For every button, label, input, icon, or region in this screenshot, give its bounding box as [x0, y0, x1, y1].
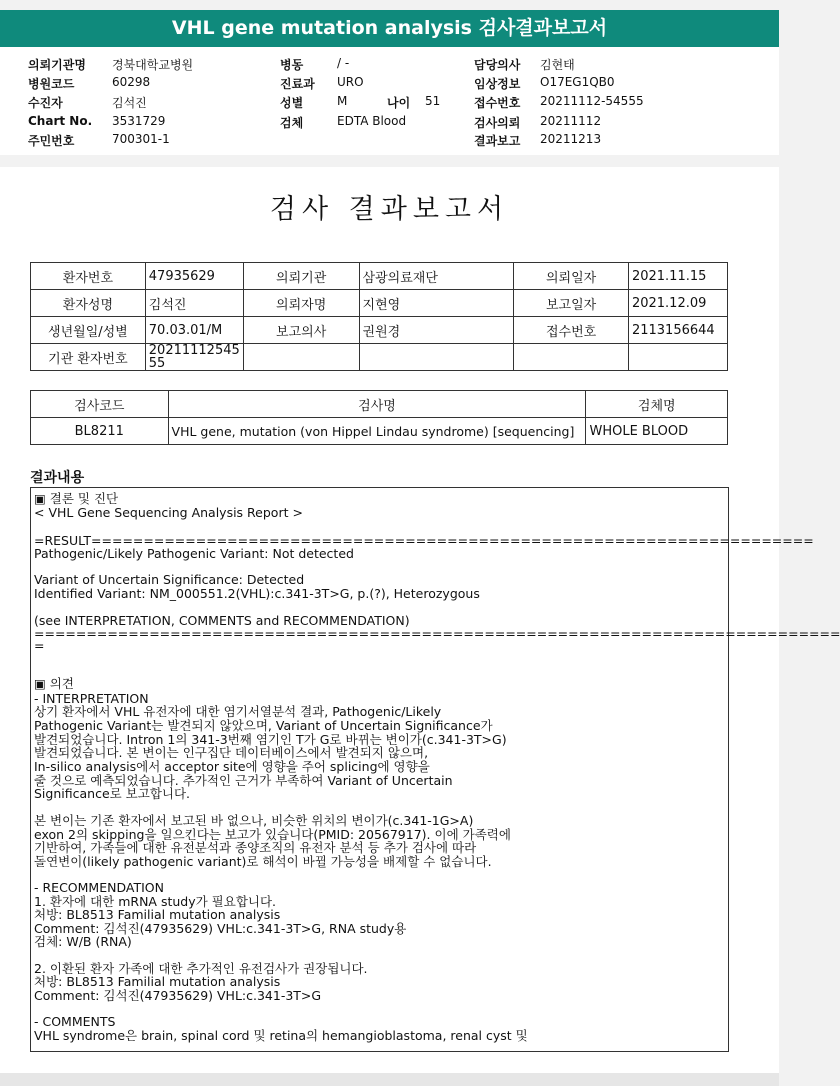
table-header-cell: 검사코드: [31, 391, 169, 418]
result-line: VHL syndrome은 brain, spinal cord 및 retina의 hemangioblastoma, renal cyst 및: [34, 1028, 528, 1043]
header-label: 검사의뢰: [474, 116, 521, 130]
result-line: 발견되었습니다. 본 변이는 인구집단 데이터베이스에서 발견되지 않으며,: [34, 745, 429, 760]
result-line: Comment: 김석진(47935629) VHL:c.341-3T>G, RNA study용: [34, 921, 407, 936]
header-label: 접수번호: [474, 96, 521, 110]
result-line: - COMMENTS: [34, 1014, 116, 1029]
table-row: [31, 263, 728, 290]
report-title-bar: [0, 10, 779, 47]
result-line: - RECOMMENDATION: [34, 880, 164, 895]
result-line: (see INTERPRETATION, COMMENTS and RECOMMENDATION): [34, 613, 410, 628]
result-line: Variant of Uncertain Significance: Detected: [34, 572, 305, 587]
header-label: 나이: [387, 96, 411, 110]
header-label: 진료과: [280, 77, 315, 91]
table-cell: 권원경: [359, 317, 514, 344]
header-value: O17EG1QB0: [540, 75, 615, 89]
table-cell: 2021.11.15: [628, 263, 727, 290]
header-value: EDTA Blood: [337, 114, 407, 128]
result-line: exon 2의 skipping을 일으킨다는 보고가 있습니다(PMID: 20567917). 이에 가족력에: [34, 827, 511, 842]
header-label: 임상정보: [474, 77, 521, 91]
result-line: =============================================================================: [34, 626, 840, 641]
result-line: 검체: W/B (RNA): [34, 934, 132, 949]
header-value: 20211213: [540, 132, 602, 146]
table-header-cell: 검체명: [586, 391, 728, 418]
table-cell: 삼광의료재단: [359, 263, 514, 290]
table-cell: WHOLE BLOOD: [586, 418, 728, 445]
table-cell: 보고일자: [514, 290, 629, 317]
report-title: VHL gene mutation analysis 검사결과보고서: [171, 17, 608, 39]
header-value: 김현태: [540, 58, 575, 72]
table-cell: 생년월일/성별: [31, 317, 146, 344]
header-value: M: [337, 94, 348, 108]
table-cell: [359, 344, 514, 371]
result-line: 기반하여, 가족들에 대한 유전분석과 종양조직의 유전자 분석 등 추가 검사에 따라: [34, 840, 477, 855]
bottom-margin: [0, 1073, 779, 1086]
table-row: [31, 344, 728, 371]
table-cell: [628, 344, 727, 371]
header-label: 검체: [280, 116, 304, 130]
table-cell: [243, 344, 359, 371]
result-line: =: [34, 638, 45, 653]
header-label: 병원코드: [28, 77, 75, 91]
result-line: Comment: 김석진(47935629) VHL:c.341-3T>G: [34, 988, 322, 1003]
result-line: 1. 환자에 대한 mRNA study가 필요합니다.: [34, 894, 277, 909]
result-line: 돌연변이(likely pathogenic variant)로 해석이 바뀔 가능성을 배제할 수 없습니다.: [34, 854, 492, 869]
result-line: 본 변이는 기존 환자에서 보고된 바 없으나, 비슷한 위치의 변이가(c.341-1G>A): [34, 813, 474, 828]
result-line: 줄 것으로 예측되었습니다. 추가적인 근거가 부족하여 Variant of Uncertain: [34, 773, 453, 788]
result-line: 상기 환자에서 VHL 유전자에 대한 염기서열분석 결과, Pathogenic/Likely: [34, 704, 442, 719]
header-value: 20211112: [540, 114, 602, 128]
table-cell: VHL gene, mutation (von Hippel Lindau syndrome) [sequencing]: [168, 418, 586, 445]
header-value: 경북대학교병원: [112, 58, 194, 72]
header-label: 담당의사: [474, 58, 521, 72]
report-paper: [0, 167, 840, 1073]
table-cell: 김석진: [145, 290, 243, 317]
table-cell: 보고의사: [243, 317, 359, 344]
header-label: Chart No.: [28, 114, 93, 128]
header-value: 3531729: [112, 114, 166, 128]
table-cell: 2021.12.09: [628, 290, 727, 317]
table-header-row: [31, 391, 728, 418]
table-cell: [514, 344, 629, 371]
result-line: - INTERPRETATION: [34, 691, 149, 706]
test-info-table: [30, 390, 728, 445]
table-cell: 20211112545 55: [145, 344, 243, 371]
table-cell: 접수번호: [514, 317, 629, 344]
header-label: 수진자: [28, 96, 63, 110]
table-row: [31, 290, 728, 317]
result-section-title: 결과내용: [30, 470, 85, 486]
patient-info-table: [30, 262, 728, 371]
table-cell: BL8211: [31, 418, 169, 445]
table-cell: 기관 환자번호: [31, 344, 146, 371]
table-row: [31, 317, 728, 344]
result-line: ▣ 의견: [34, 676, 74, 691]
header-value: 20211112-54555: [540, 94, 644, 108]
result-line: ▣ 결론 및 진단: [34, 491, 119, 506]
result-line: 2. 이환된 환자 가족에 대한 추가적인 유전검사가 권장됩니다.: [34, 961, 368, 976]
header-label: 병동: [280, 58, 304, 72]
header-label: 성별: [280, 96, 304, 110]
table-cell: 의뢰자명: [243, 290, 359, 317]
header-value: 51: [425, 94, 441, 108]
table-cell: 의뢰일자: [514, 263, 629, 290]
header-value: URO: [337, 75, 364, 89]
result-line: 발견되었습니다. Intron 1의 341-3번째 염기인 T가 G로 바뀌는 변이가(c.341-3T>G): [34, 732, 507, 747]
document-title: 검사 결과보고서: [269, 194, 510, 225]
result-line: Identified Variant: NM_000551.2(VHL):c.341-3T>G, p.(?), Heterozygous: [34, 586, 480, 601]
header-value: 60298: [112, 75, 151, 89]
result-line: < VHL Gene Sequencing Analysis Report >: [34, 505, 303, 520]
patient-header: [0, 47, 779, 155]
result-line: 처방: BL8513 Familial mutation analysis: [34, 974, 281, 989]
table-cell: 2113156644: [628, 317, 727, 344]
result-line: In-silico analysis에서 acceptor site에 영향을 주어 splicing에 영향을: [34, 759, 430, 774]
table-cell: 지현영: [359, 290, 514, 317]
result-content-box: [30, 487, 840, 1052]
result-line: Pathogenic/Likely Pathogenic Variant: Not detected: [34, 546, 354, 561]
header-value: 700301-1: [112, 132, 170, 146]
result-line: Pathogenic Variant는 발견되지 않았으며, Variant of Uncertain Significance가: [34, 718, 493, 733]
header-label: 주민번호: [28, 134, 75, 148]
header-separator: [0, 155, 779, 167]
header-label: 의뢰기관명: [28, 58, 86, 72]
header-value: 김석진: [112, 96, 147, 110]
table-cell: 47935629: [145, 263, 243, 290]
result-line: 처방: BL8513 Familial mutation analysis: [34, 907, 281, 922]
table-cell: 70.03.01/M: [145, 317, 243, 344]
result-line: Significance로 보고합니다.: [34, 786, 191, 801]
table-cell: 의뢰기관: [243, 263, 359, 290]
header-value: / -: [337, 56, 350, 70]
table-row: [31, 418, 728, 445]
table-cell: 환자성명: [31, 290, 146, 317]
result-line: =RESULT=====================================================================: [34, 533, 814, 548]
table-header-cell: 검사명: [168, 391, 586, 418]
header-label: 결과보고: [474, 134, 521, 148]
table-cell: 환자번호: [31, 263, 146, 290]
